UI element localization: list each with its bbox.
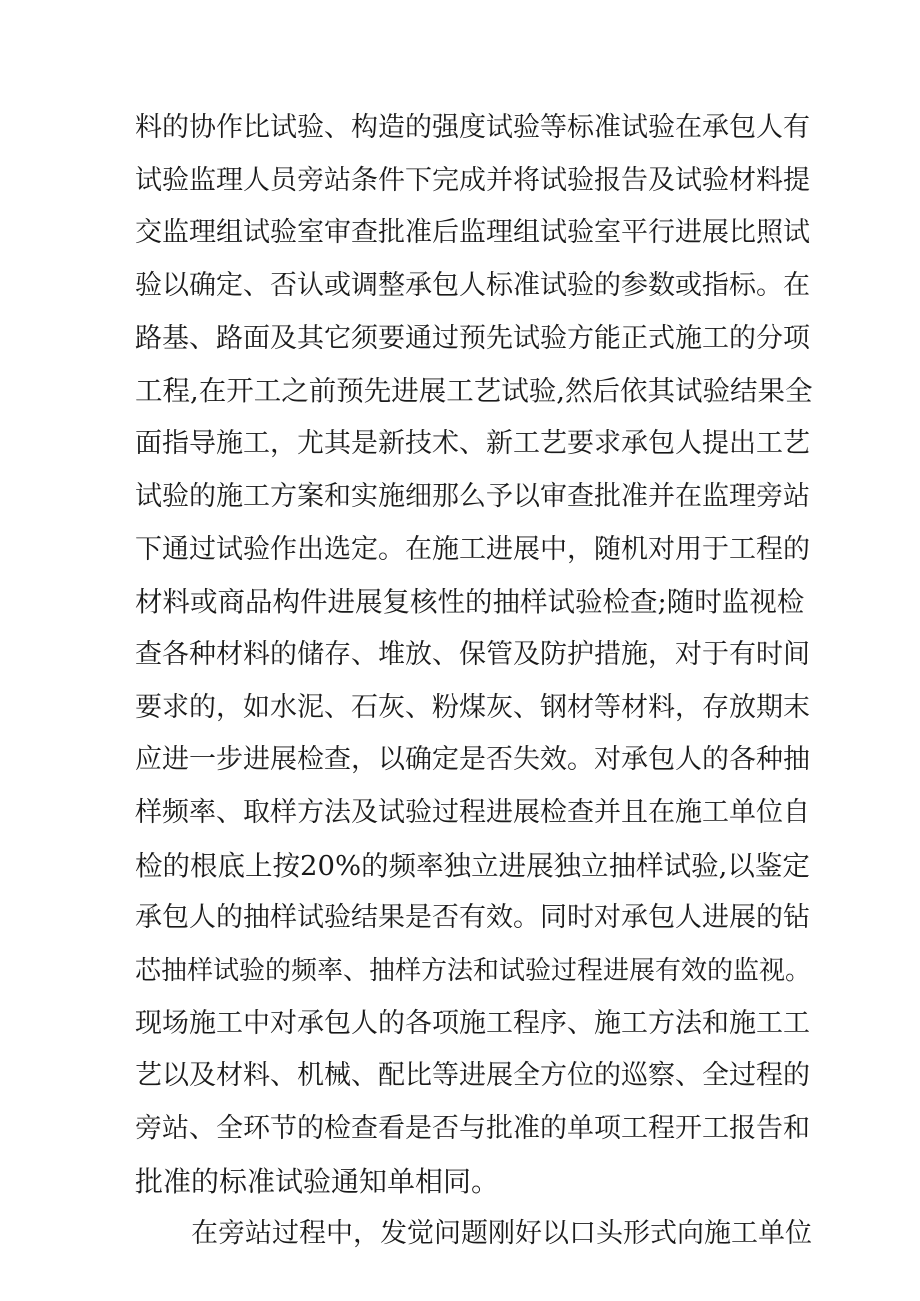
text-line: 要求的，如水泥、石灰、粉煤灰、钢材等材料，存放期末 (135, 691, 810, 723)
text-line: 路基、路面及其它须要通过预先试验方能正式施工的分项 (135, 322, 810, 354)
text-line: 下通过试验作出选定。在施工进展中，随机对用于工程的 (135, 533, 810, 565)
text-line: 面指导施工，尤其是新技术、新工艺要求承包人提出工艺 (135, 428, 810, 460)
paragraph-start-line: 在旁站过程中，发觉问题刚好以口头形式向施工单位 (191, 1218, 812, 1250)
text-line: 材料或商品构件进展复核性的抽样试验检查;随时监视检 (135, 586, 805, 619)
text-line: 芯抽样试验的频率、抽样方法和试验过程进展有效的监视。 (135, 956, 812, 986)
text-line: 现场施工中对承包人的各项施工程序、施工方法和施工工 (135, 1007, 810, 1039)
text-line: 检的根底上按20%的频率独立进展独立抽样试验,以鉴定 (135, 849, 810, 882)
text-line: 批准的标准试验通知单相同。 (135, 1164, 500, 1198)
body-text (135, 102, 815, 1261)
text-line: 工程,在开工之前预先进展工艺试验,然后依其试验结果全 (135, 375, 813, 408)
text-line: 艺以及材料、机械、配比等进展全方位的巡察、全过程的 (135, 1060, 810, 1092)
text-line: 旁站、全环节的检查看是否与批准的单项工程开工报告和 (135, 1113, 810, 1145)
text-line: 验以确定、否认或调整承包人标准试验的参数或指标。在 (135, 270, 810, 302)
text-line: 试验的施工方案和实施细那么予以审查批准并在监理旁站 (135, 480, 810, 512)
text-line: 试验监理人员旁站条件下完成并将试验报告及试验材料提 (135, 164, 810, 196)
text-line: 应进一步进展检查，以确定是否失效。对承包人的各种抽 (135, 744, 810, 776)
text-line: 料的协作比试验、构造的强度试验等标准试验在承包人有 (135, 112, 810, 143)
text-line: 承包人的抽样试验结果是否有效。同时对承包人进展的钻 (135, 902, 810, 934)
text-line: 交监理组试验室审查批准后监理组试验室平行进展比照试 (135, 217, 810, 249)
text-line: 样频率、取样方法及试验过程进展检查并且在施工单位自 (135, 796, 810, 828)
text-line: 查各种材料的储存、堆放、保管及防护措施，对于有时间 (135, 638, 810, 670)
